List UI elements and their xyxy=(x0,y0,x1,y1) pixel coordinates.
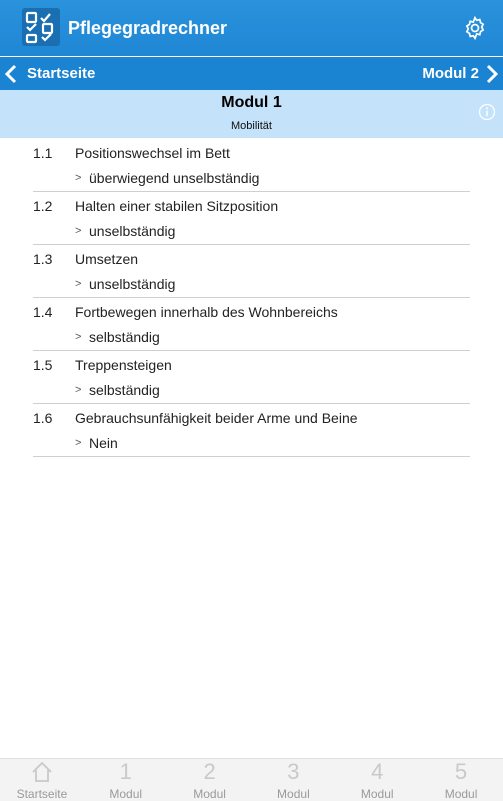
tab-modul-4[interactable] xyxy=(335,759,419,801)
home-icon xyxy=(30,760,54,784)
settings-gear-icon[interactable] xyxy=(462,15,488,41)
app-title: Pflegegradrechner xyxy=(68,18,228,38)
tab-startseite[interactable] xyxy=(0,759,84,801)
list-item[interactable] xyxy=(33,192,470,245)
next-module-button[interactable] xyxy=(422,57,499,90)
item-answer: unselbständig xyxy=(89,276,176,292)
tab-modul-2[interactable] xyxy=(168,759,252,801)
item-number: 1.6 xyxy=(33,410,53,426)
item-question: Positionswechsel im Bett xyxy=(75,145,230,161)
item-question: Fortbewegen innerhalb des Wohnbereichs xyxy=(75,304,338,320)
item-question: Gebrauchsunfähigkeit beider Arme und Beine xyxy=(75,410,358,426)
chevron-right-icon xyxy=(485,64,499,84)
item-answer: überwiegend unselbständig xyxy=(89,170,260,186)
tab-label: Modul xyxy=(360,787,394,801)
module-subtitle: Mobilität xyxy=(231,120,272,132)
chevron-right-icon: > xyxy=(75,172,82,184)
item-question: Halten einer stabilen Sitzposition xyxy=(75,198,279,214)
list-item[interactable] xyxy=(33,404,470,457)
item-number: 1.3 xyxy=(33,251,53,267)
item-question: Umsetzen xyxy=(75,251,139,267)
tab-label: Modul xyxy=(109,787,143,801)
item-answer: selbständig xyxy=(89,382,160,398)
item-number: 1.5 xyxy=(33,357,53,373)
list-item[interactable] xyxy=(33,245,470,298)
app-logo-icon xyxy=(22,8,60,46)
tab-modul-5[interactable] xyxy=(419,759,503,801)
item-number: 1.2 xyxy=(33,198,53,214)
chevron-right-icon: > xyxy=(75,384,82,396)
number-3-icon: 3 xyxy=(287,759,300,784)
chevron-right-icon: > xyxy=(75,437,82,449)
back-button[interactable] xyxy=(4,57,95,90)
list-item[interactable] xyxy=(33,351,470,404)
next-button-label: Modul 2 xyxy=(422,65,479,82)
question-list xyxy=(33,139,470,457)
item-question: Treppensteigen xyxy=(75,357,172,373)
list-item[interactable] xyxy=(33,139,470,192)
chevron-right-icon: > xyxy=(75,225,82,237)
bottom-tab-bar xyxy=(0,758,503,801)
app-bar xyxy=(0,0,503,56)
number-4-icon: 4 xyxy=(371,759,384,784)
chevron-left-icon xyxy=(4,64,18,84)
module-title: Modul 1 xyxy=(221,94,282,111)
tab-label: Modul xyxy=(277,787,310,801)
tab-label: Modul xyxy=(193,787,226,801)
module-header xyxy=(0,90,503,138)
number-1-icon: 1 xyxy=(119,759,132,784)
number-2-icon: 2 xyxy=(203,759,216,784)
tab-label: Startseite xyxy=(16,787,68,801)
chevron-right-icon: > xyxy=(75,331,82,343)
item-number: 1.1 xyxy=(33,145,53,161)
list-item[interactable] xyxy=(33,298,470,351)
tab-modul-3[interactable] xyxy=(251,759,335,801)
tab-label: Modul xyxy=(444,787,478,801)
info-icon[interactable] xyxy=(478,103,496,121)
back-button-label: Startseite xyxy=(27,65,96,82)
item-answer: selbständig xyxy=(89,329,160,345)
item-answer: unselbständig xyxy=(89,223,176,239)
chevron-right-icon: > xyxy=(75,278,82,290)
number-5-icon: 5 xyxy=(454,759,468,784)
item-number: 1.4 xyxy=(33,304,53,320)
navigation-bar xyxy=(0,57,503,90)
tab-modul-1[interactable] xyxy=(84,759,168,801)
item-answer: Nein xyxy=(89,435,118,451)
